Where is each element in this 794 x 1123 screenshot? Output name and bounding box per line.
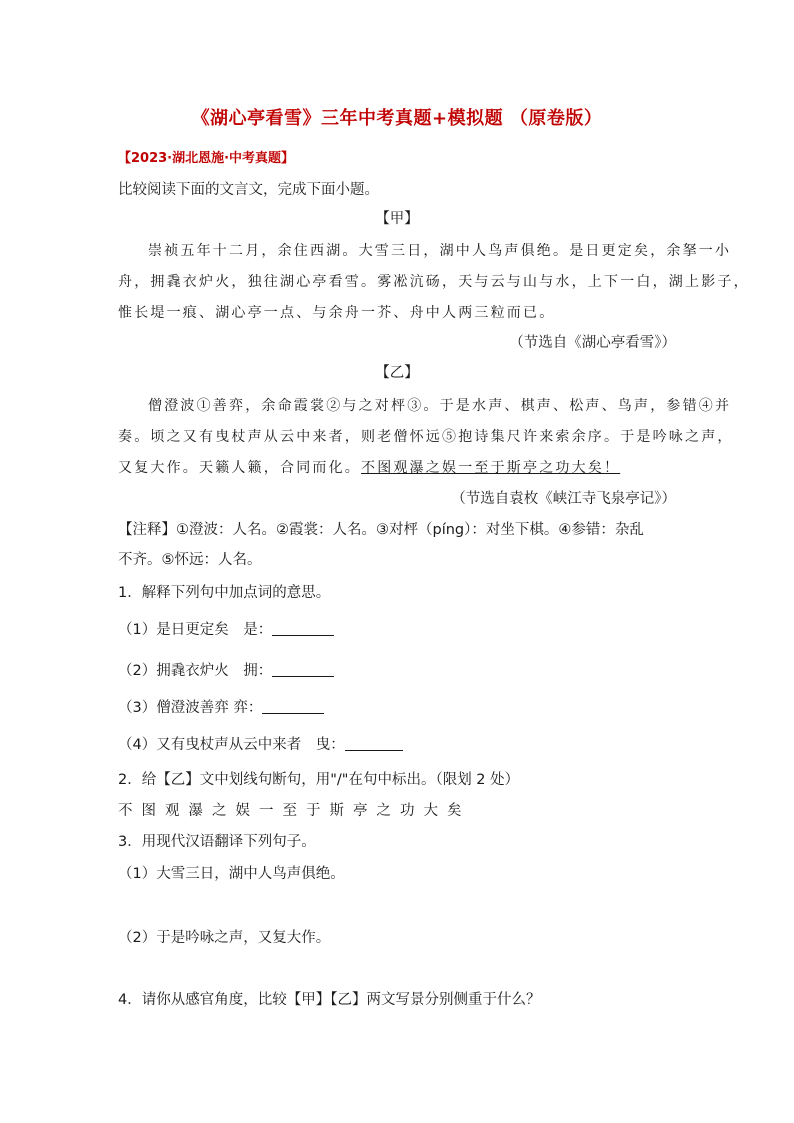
question-2-prompt: 2．给【乙】文中划线句断句，用"/"在句中标出。（限划 2 处） — [118, 772, 520, 788]
question-2-sentence: 不图观瀑之娱一至于斯亭之功大矣 — [118, 803, 471, 819]
page-title: 《湖心亭看雪》三年中考真题+模拟题 （原卷版） — [191, 108, 603, 129]
passage-jia-line: 舟，拥毳衣炉火，独往湖心亭看雪。雾凇沆砀，天与云与山与水，上下一白，湖上影子， — [118, 274, 750, 290]
question-3-item: （1）大雪三日，湖中人鸟声俱绝。 — [118, 866, 345, 882]
question-1-item-text: （1）是日更定矣 是： — [118, 622, 273, 638]
passage-yi-heading: 【乙】 — [375, 365, 419, 381]
answer-blank[interactable] — [272, 662, 334, 677]
passage-yi-line — [118, 457, 620, 477]
question-3-item: （2）于是吟咏之声，又复大作。 — [118, 930, 331, 946]
answer-blank[interactable] — [262, 699, 324, 714]
question-1-item — [118, 659, 334, 680]
question-1-item — [118, 733, 403, 754]
passage-yi-source: （节选自袁枚《峡江寺飞泉亭记》） — [451, 491, 676, 507]
passage-jia-source: （节选自《湖心亭看雪》） — [509, 335, 676, 351]
passage-jia-line: 惟长堤一痕、湖心亭一点、与余舟一芥、舟中人两三粒而已。 — [118, 305, 556, 321]
passage-yi-line: 奏。顷之又有曳杖声从云中来者，则老僧怀远⑤抱诗集尺许来索余序。于是吟咏之声， — [118, 429, 734, 445]
question-1-item-text: （4）又有曳杖声从云中来者 曳： — [118, 737, 345, 753]
question-1-prompt: 1．解释下列句中加点词的意思。 — [118, 585, 331, 601]
passage-yi-line: 僧澄波①善弈，余命霞裳②与之对枰③。于是水声、棋声、松声、鸟声，参错④并 — [148, 398, 732, 414]
question-1-item — [118, 618, 334, 639]
question-1-item-text: （2）拥毳衣炉火 拥： — [118, 663, 273, 679]
passage-jia-line: 崇祯五年十二月，余住西湖。大雪三日，湖中人鸟声俱绝。是日更定矣，余拏一小 — [148, 243, 732, 259]
underlined-sentence: 不图观瀑之娱一至于斯亭之功大矣！ — [361, 460, 621, 476]
question-1-item-text: （3）僧澄波善弈 弈： — [118, 700, 263, 716]
annotation-notes: 【注释】①澄波：人名。②霞裳：人名。③对枰（píng）：对坐下棋。④参错：杂乱 — [118, 522, 644, 538]
question-4-prompt: 4．请你从感官角度，比较【甲】【乙】两文写景分别侧重于什么？ — [118, 992, 541, 1008]
instruction-text: 比较阅读下面的文言文，完成下面小题。 — [118, 182, 379, 198]
passage-yi-line3-text: 又复大作。天籁人籁，合同而化。 — [118, 460, 361, 476]
question-1-item — [118, 696, 324, 717]
answer-blank[interactable] — [345, 736, 403, 751]
annotation-notes: 不齐。⑤怀远：人名。 — [118, 552, 262, 568]
question-3-prompt: 3．用现代汉语翻译下列句子。 — [118, 834, 316, 850]
answer-blank[interactable] — [272, 621, 334, 636]
exam-source-tag: 【2023·湖北恩施·中考真题】 — [118, 151, 295, 166]
passage-jia-heading: 【甲】 — [375, 211, 419, 227]
